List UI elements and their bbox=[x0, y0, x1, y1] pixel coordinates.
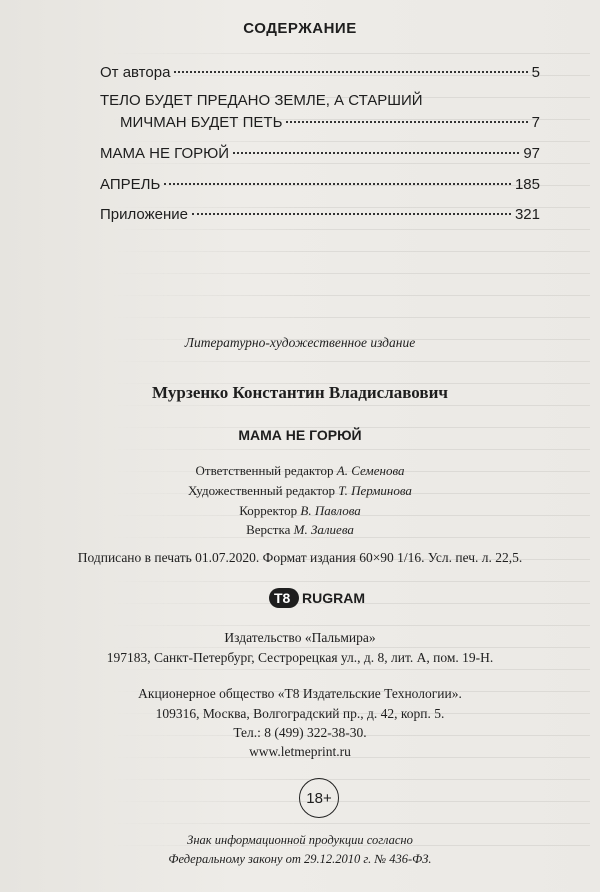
credit-line bbox=[0, 503, 600, 519]
toc-item-title-line1: ТЕЛО БУДЕТ ПРЕДАНО ЗЕМЛЕ, А СТАРШИЙ bbox=[100, 92, 423, 109]
toc-item bbox=[100, 64, 540, 81]
printer-phone: Тел.: 8 (499) 322-38-30. bbox=[233, 725, 367, 740]
age-rating-badge: 18+ bbox=[299, 778, 339, 818]
toc-item-title: МАМА НЕ ГОРЮЙ bbox=[100, 145, 230, 162]
credit-line bbox=[0, 463, 600, 479]
credit-role: Корректор bbox=[239, 503, 298, 518]
credit-role: Верстка bbox=[246, 522, 291, 537]
book-title: МАМА НЕ ГОРЮЙ bbox=[238, 427, 362, 443]
toc-item-page: 7 bbox=[531, 114, 540, 131]
toc-leader-dots bbox=[286, 121, 527, 123]
credit-line bbox=[0, 483, 600, 499]
edition-type: Литературно-художественное издание bbox=[184, 335, 416, 350]
printer-website[interactable]: www.letmeprint.ru bbox=[249, 744, 351, 759]
toc-item-title: АПРЕЛЬ bbox=[100, 176, 161, 193]
toc-item-title: МИЧМАН БУДЕТ ПЕТЬ bbox=[120, 114, 283, 131]
credit-person: М. Залиева bbox=[293, 522, 354, 537]
toc-item-page: 321 bbox=[514, 206, 540, 223]
legal-notice-line2: Федеральному закону от 29.12.2010 г. № 436-ФЗ. bbox=[168, 852, 432, 866]
printer-address: 109316, Москва, Волгоградский пр., д. 42, корп. 5. bbox=[155, 706, 445, 721]
credit-line bbox=[0, 522, 600, 538]
toc-item-page: 185 bbox=[514, 176, 540, 193]
credit-role: Ответственный редактор bbox=[195, 463, 334, 478]
toc-item bbox=[120, 114, 540, 131]
credit-person: В. Павлова bbox=[300, 503, 361, 518]
toc-leader-dots bbox=[174, 71, 527, 73]
logo-mark: T8 bbox=[274, 590, 291, 606]
toc-leader-dots bbox=[164, 183, 511, 185]
toc-item bbox=[100, 206, 540, 223]
toc-heading: СОДЕРЖАНИЕ bbox=[243, 20, 357, 37]
author-name: Мурзенко Константин Владиславович bbox=[152, 383, 448, 402]
svg-text:T8RUGRAM bbox=[274, 590, 365, 606]
toc-item bbox=[100, 145, 540, 162]
toc-leader-dots bbox=[233, 152, 519, 154]
logo-word: RUGRAM bbox=[302, 590, 365, 606]
toc-item-page: 97 bbox=[523, 145, 540, 162]
printer-name: Акционерное общество «Т8 Издательские Технологии». bbox=[138, 686, 462, 701]
publisher-logo bbox=[268, 586, 382, 610]
credit-role: Художественный редактор bbox=[188, 483, 335, 498]
credit-person: Т. Перминова bbox=[338, 483, 412, 498]
credit-person: А. Семенова bbox=[336, 463, 405, 478]
legal-notice-line1: Знак информационной продукции согласно bbox=[187, 833, 413, 847]
toc-item bbox=[100, 176, 540, 193]
print-info: Подписано в печать 01.07.2020. Формат издания 60×90 1/16. Усл. печ. л. 22,5. bbox=[77, 550, 523, 565]
toc-leader-dots bbox=[192, 213, 511, 215]
publisher-name: Издательство «Пальмира» bbox=[224, 630, 376, 645]
toc-item-title: От автора bbox=[100, 64, 171, 81]
toc-item-title: Приложение bbox=[100, 206, 188, 223]
toc-item-page: 5 bbox=[531, 64, 540, 81]
publisher-address: 197183, Санкт-Петербург, Сестрорецкая ул., д. 8, лит. А, пом. 19-Н. bbox=[106, 650, 494, 665]
